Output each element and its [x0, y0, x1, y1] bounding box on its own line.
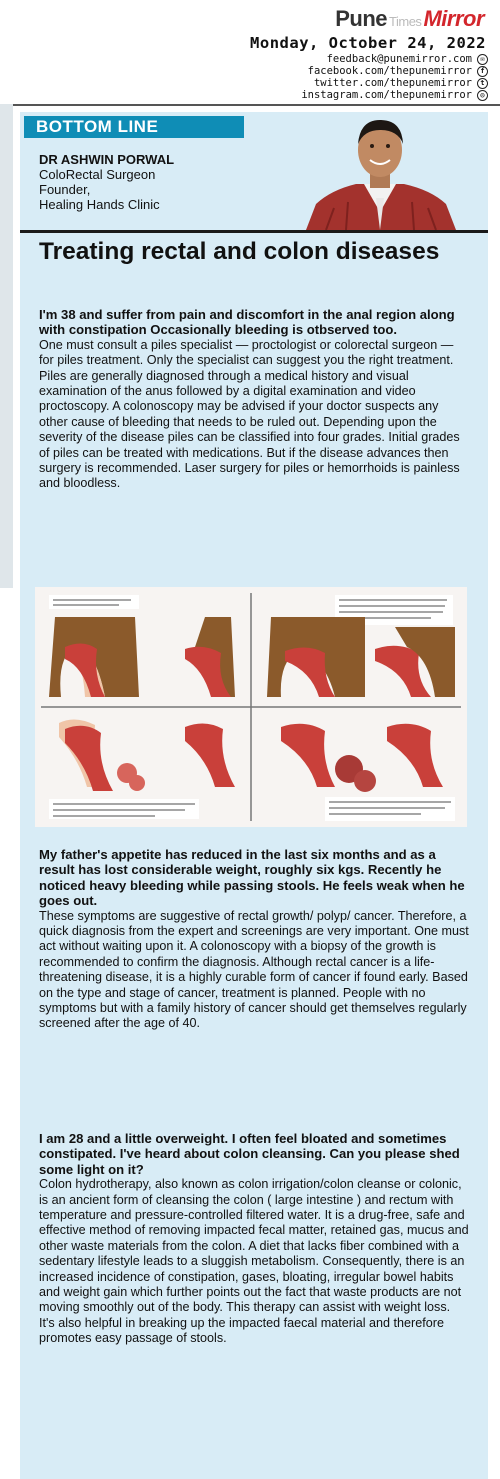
- instagram-icon: ◎: [477, 90, 488, 101]
- facebook-icon: f: [477, 66, 488, 77]
- logo-pune: Pune: [335, 6, 388, 31]
- question-1: I'm 38 and suffer from pain and discomfort in the anal region along with constipation Occasionally bleeding is otbserved too.: [39, 307, 455, 338]
- author-title: ColoRectal Surgeon: [39, 167, 156, 182]
- section-label: BOTTOM LINE: [24, 116, 244, 138]
- qa-item-1: [39, 307, 469, 492]
- answer-3: Colon hydrotherapy, also known as colon irrigation/colon cleanse or colonic, is an ancient form of cleansing the colon ( large intestine ) and rectum with temperature and pressure-controlled filtered water. It is a drug-free, safe and effective method of removing impacted fecal matter, retained gas, mucus and other waste materials from the colon. A diet that lacks fiber combined with a sedentary lifestyle leads to a sluggish metabolism. Consequently, there is an increased incidence of constipation, gases, bloating, irregular bowel habits and weight gain which further points out the fact that waste products are not moving smoothly out of the body. This therapy can assist with weight loss. It's also helpful in breaking up the impacted faecal material and therefore promotes easy passage of stools.: [39, 1177, 469, 1346]
- author-block: [39, 152, 174, 212]
- adjacent-column-strip: [0, 104, 13, 588]
- article-headline: Treating rectal and colon diseases: [39, 238, 440, 265]
- contact-twitter: [198, 77, 488, 89]
- qa-item-3: [39, 1131, 469, 1347]
- answer-2: These symptoms are suggestive of rectal growth/ polyp/ cancer. Therefore, a quick diagnosis from the expert and screenings are very important. One must act without waiting upon it. A colonoscopy with a biopsy of the growth is recommended to confirm the diagnosis. Although rectal cancer is a life-threatening disease, it is a highly curable form of cancer if found early. Based on the type and stage of cancer, treatment is planned. People with no symptoms but with a family history of cancer should get themselves regularly screened after the age of 40.: [39, 908, 469, 1031]
- author-clinic: Healing Hands Clinic: [39, 197, 160, 212]
- contact-instagram: [198, 89, 488, 101]
- qa-item-2: [39, 847, 469, 1032]
- author-divider: [20, 230, 488, 233]
- twitter-icon: t: [477, 78, 488, 89]
- author-photo: [286, 112, 474, 230]
- author-role: Founder,: [39, 182, 91, 197]
- contact-facebook-text: facebook.com/thepunemirror: [307, 65, 472, 77]
- masthead: [0, 0, 500, 104]
- contact-instagram-text: instagram.com/thepunemirror: [301, 89, 472, 101]
- contact-email: [198, 53, 488, 65]
- question-3: I am 28 and a little overweight. I often feel bloated and sometimes constipated. I've heard about colon cleansing. Can you please shed some light on it?: [39, 1131, 460, 1177]
- section-rule: [13, 104, 500, 106]
- answer-1: One must consult a piles specialist — proctologist or colorectal surgeon — for piles treatment. Only the specialist can suggest you the right treatment. Piles are generally diagnosed through a medical history and visual examination of the anus followed by a digital examination and video proctoscopy. A colonoscopy may be advised if your doctor suspects any other cause of bleeding that needs to be ruled out. Depending upon the severity of the disease piles can be classified into four grades. Initial grades of piles can be treated with medications. But if the disease advances then surgery is recommended. Laser surgery for piles or hemorrhoids is painless and bloodless.: [39, 337, 460, 491]
- question-2: My father's appetite has reduced in the last six months and as a result has lost considerable weight, roughly six kgs. Recently he noticed heavy bleeding while passing stools. He feels weak when he goes out.: [39, 847, 465, 909]
- contact-twitter-text: twitter.com/thepunemirror: [313, 77, 472, 89]
- contact-email-text: feedback@punemirror.com: [326, 53, 472, 65]
- contact-list: [198, 53, 488, 101]
- author-name: DR ASHWIN PORWAL: [39, 152, 175, 167]
- piles-grades-illustration: [35, 587, 467, 827]
- logo-mirror: Mirror: [423, 6, 484, 31]
- contact-facebook: [198, 65, 488, 77]
- logo-times: Times: [389, 14, 422, 29]
- publication-date: Monday, October 24, 2022: [250, 34, 486, 52]
- newspaper-logo: [335, 8, 484, 33]
- email-icon: ✉: [477, 54, 488, 65]
